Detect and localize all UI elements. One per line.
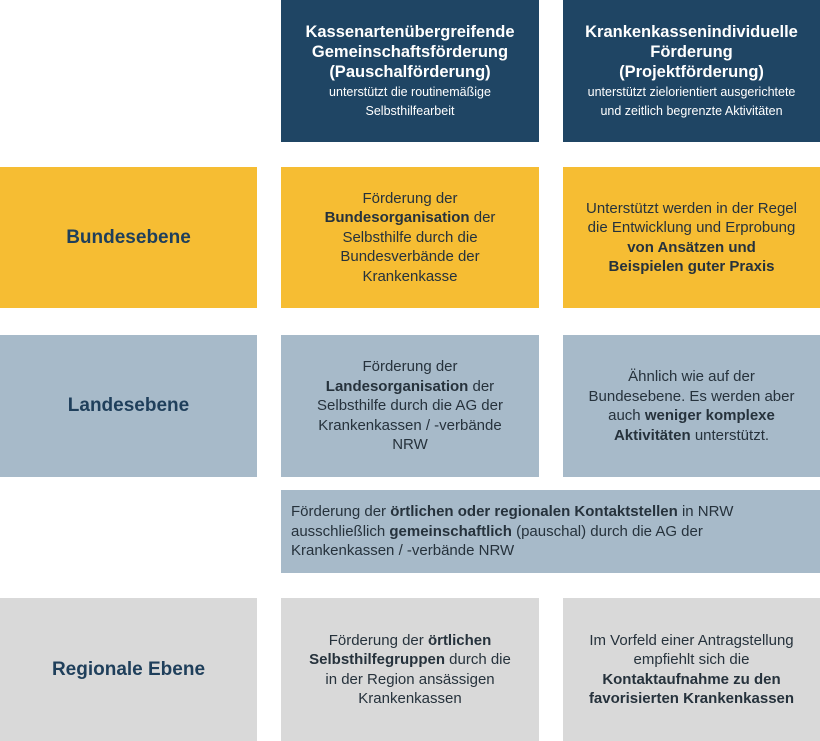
cell-text-line: Krankenkassen / -verbände xyxy=(318,416,502,434)
cell-text: (pauschal) durch die AG der xyxy=(511,522,703,540)
cell-land-projekt xyxy=(563,335,820,477)
cell-bold-text: örtlichen oder regionalen Kontaktstellen xyxy=(390,503,678,521)
cell-text-line: Förderung der xyxy=(362,358,458,376)
header-subtitle-line: unterstützt zielorientiert ausgerichtete xyxy=(587,84,796,99)
cell-bold-text: Bundesorganisation xyxy=(324,209,470,227)
cell-text-line xyxy=(602,670,780,690)
header-projektfoerderung xyxy=(563,0,820,142)
row-label-text: Regionale Ebene xyxy=(51,658,206,680)
cell-text-line: NRW xyxy=(392,436,428,454)
row-label-text: Landesebene xyxy=(67,395,190,416)
cell-text: ausschließlich xyxy=(291,522,390,540)
header-title-line: Krankenkassenindividuelle xyxy=(585,22,798,41)
cell-text-line xyxy=(325,208,496,228)
header-subtitle-line: Selbsthilfearbeit xyxy=(365,103,455,118)
cell-text-line xyxy=(326,377,494,397)
cell-text: in NRW xyxy=(677,503,734,521)
cell-text-line: Ähnlich wie auf der xyxy=(628,368,755,385)
cell-text-line xyxy=(291,502,733,522)
cell-text-line: Krankenkassen / -verbände NRW xyxy=(291,542,515,560)
cell-bold-text: Landesorganisation xyxy=(325,377,469,395)
cell-regional-gemeinschaft xyxy=(281,598,539,741)
cell-bold-text: favorisierten Krankenkassen xyxy=(588,690,795,707)
cell-text-line: in der Region ansässigen xyxy=(325,670,495,688)
cell-text-line xyxy=(291,522,703,542)
row-label-bundesebene xyxy=(0,167,257,308)
header-subtitle-line: und zeitlich begrenzte Aktivitäten xyxy=(600,103,783,118)
cell-bold-text: Kontaktaufnahme zu den xyxy=(602,670,781,688)
row-label-text: Bundesebene xyxy=(66,226,191,248)
header-title-line: Förderung xyxy=(650,42,733,61)
cell-text-line xyxy=(627,238,756,258)
cell-bold-text: weniger komplexe xyxy=(644,407,775,424)
cell-text-line: Unterstützt werden in der Regel xyxy=(586,199,797,217)
cell-text: Förderung der xyxy=(328,631,428,649)
header-title-line: Gemeinschaftsförderung xyxy=(311,42,509,61)
cell-kontaktstellen xyxy=(281,490,820,573)
cell-text-line: die Entwicklung und Erprobung xyxy=(587,219,796,236)
cell-land-gemeinschaft xyxy=(281,335,539,477)
header-title-line: (Pauschalförderung) xyxy=(329,62,491,81)
cell-text-line: Bundesebene. Es werden aber xyxy=(588,387,795,405)
header-title-line: (Projektförderung) xyxy=(619,62,764,81)
cell-text: Förderung der xyxy=(291,503,391,521)
header-subtitle-line: unterstützt die routinemäßige xyxy=(329,84,491,99)
cell-text: unterstützt. xyxy=(690,426,770,444)
cell-bold-text: Aktivitäten xyxy=(613,426,691,444)
cell-text-line: Selbsthilfe durch die xyxy=(342,228,478,246)
cell-bold-text: Selbsthilfegruppen xyxy=(309,651,445,668)
cell-text-line xyxy=(309,650,511,670)
cell-bund-gemeinschaft xyxy=(281,167,539,308)
cell-text-line xyxy=(614,426,769,446)
cell-text-line: Förderung der xyxy=(362,189,458,207)
cell-text-line: empfiehlt sich die xyxy=(633,651,750,668)
cell-bund-projekt xyxy=(563,167,820,308)
cell-text: auch xyxy=(608,407,645,424)
cell-bold-text: Beispielen guter Praxis xyxy=(608,258,775,275)
cell-text: der xyxy=(469,209,496,227)
cell-text: der xyxy=(468,377,495,395)
cell-text-line xyxy=(609,257,775,277)
header-title-line: Kassenartenübergreifende xyxy=(305,22,515,41)
row-label-landesebene xyxy=(0,335,257,477)
cell-text-line: Selbsthilfe durch die AG der xyxy=(317,397,503,415)
cell-bold-text: von Ansätzen und xyxy=(627,238,756,256)
cell-text-line: Krankenkasse xyxy=(362,267,458,285)
cell-text-line xyxy=(329,631,492,651)
cell-text-line xyxy=(608,406,775,426)
cell-bold-text: gemeinschaftlich xyxy=(389,522,512,540)
cell-text-line: Im Vorfeld einer Antragstellung xyxy=(589,631,794,649)
cell-text: durch die xyxy=(444,651,511,668)
header-gemeinschaftsfoerderung xyxy=(281,0,539,142)
row-label-regionale-ebene xyxy=(0,598,257,741)
cell-text-line: Bundesverbände der xyxy=(340,248,480,266)
cell-bold-text: örtlichen xyxy=(427,631,492,649)
cell-text-line: Krankenkassen xyxy=(358,690,462,707)
cell-text-line xyxy=(589,689,794,709)
cell-regional-projekt xyxy=(563,598,820,741)
